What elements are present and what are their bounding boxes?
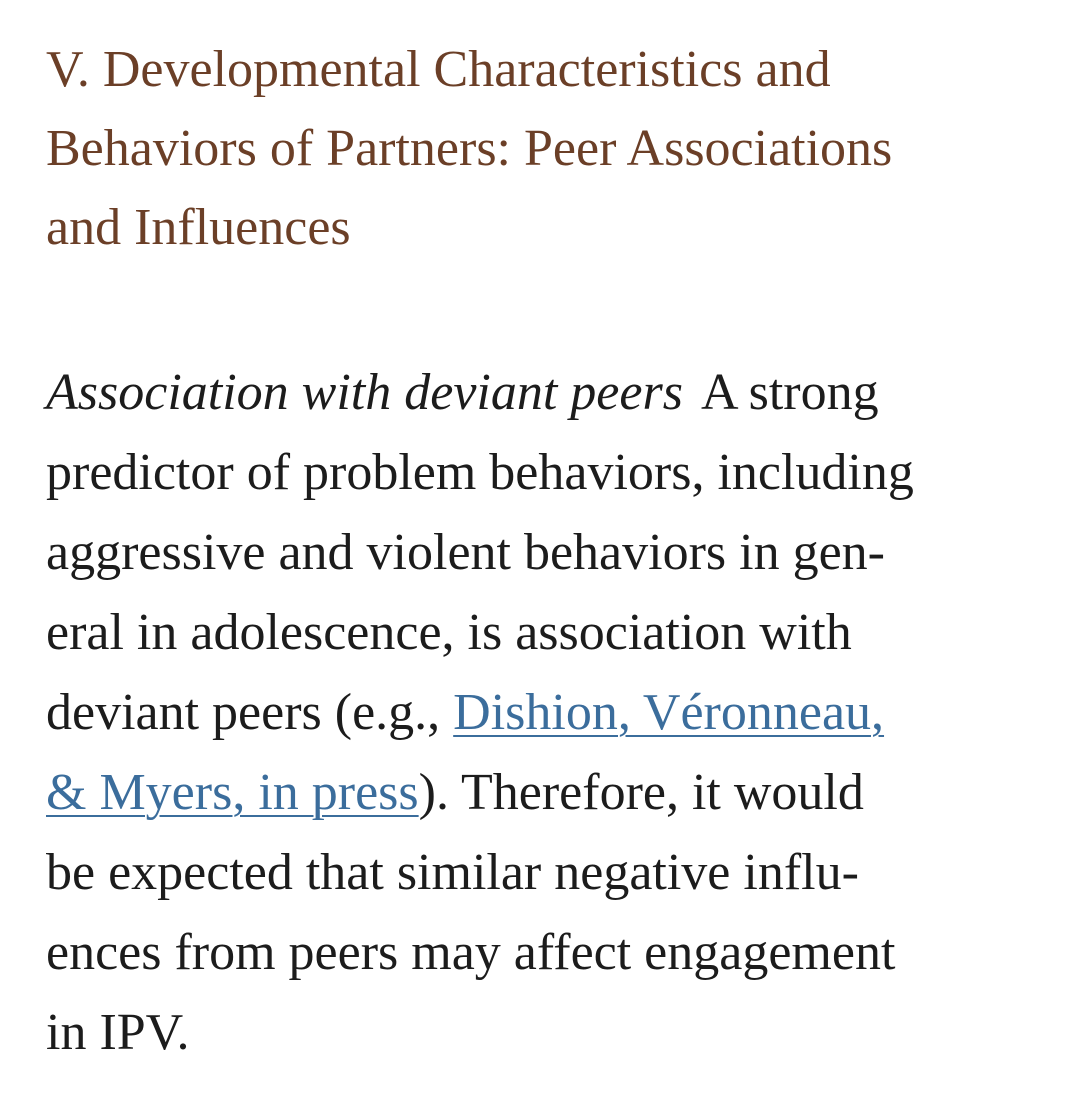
article-section [46, 30, 1046, 1073]
paragraph-line-6-text: ). Therefore, it would [418, 764, 864, 821]
body-paragraph [46, 353, 1046, 1073]
paragraph-lead-in: Association with deviant peers [46, 364, 683, 421]
paragraph-line-9: in IPV. [46, 1004, 190, 1061]
paragraph-line-6 [46, 753, 1046, 833]
paragraph-line-2: predictor of problem behaviors, including [46, 444, 914, 501]
paragraph-line-7: be expected that similar negative influ- [46, 844, 859, 901]
paragraph-line-1 [46, 353, 1046, 433]
paragraph-line-4: eral in adolescence, is association with [46, 604, 852, 661]
paragraph-line-1-text: A strong [700, 364, 879, 421]
paragraph-line-3: aggressive and violent behaviors in gen- [46, 524, 885, 581]
paragraph-line-8: ences from peers may affect engagement [46, 924, 896, 981]
heading-line-1: V. Developmental Characteristics and [46, 41, 831, 98]
heading-line-2: Behaviors of Partners: Peer Associations [46, 120, 893, 177]
section-heading [46, 30, 1046, 267]
paragraph-line-5-text: deviant peers (e.g., [46, 684, 454, 741]
citation-link-dishion-part-2[interactable]: & Myers, in press [46, 764, 419, 821]
heading-line-3: and Influences [46, 199, 351, 256]
citation-link-dishion-part-1[interactable]: Dishion, Véronneau, [453, 684, 885, 741]
paragraph-line-5 [46, 673, 1046, 753]
